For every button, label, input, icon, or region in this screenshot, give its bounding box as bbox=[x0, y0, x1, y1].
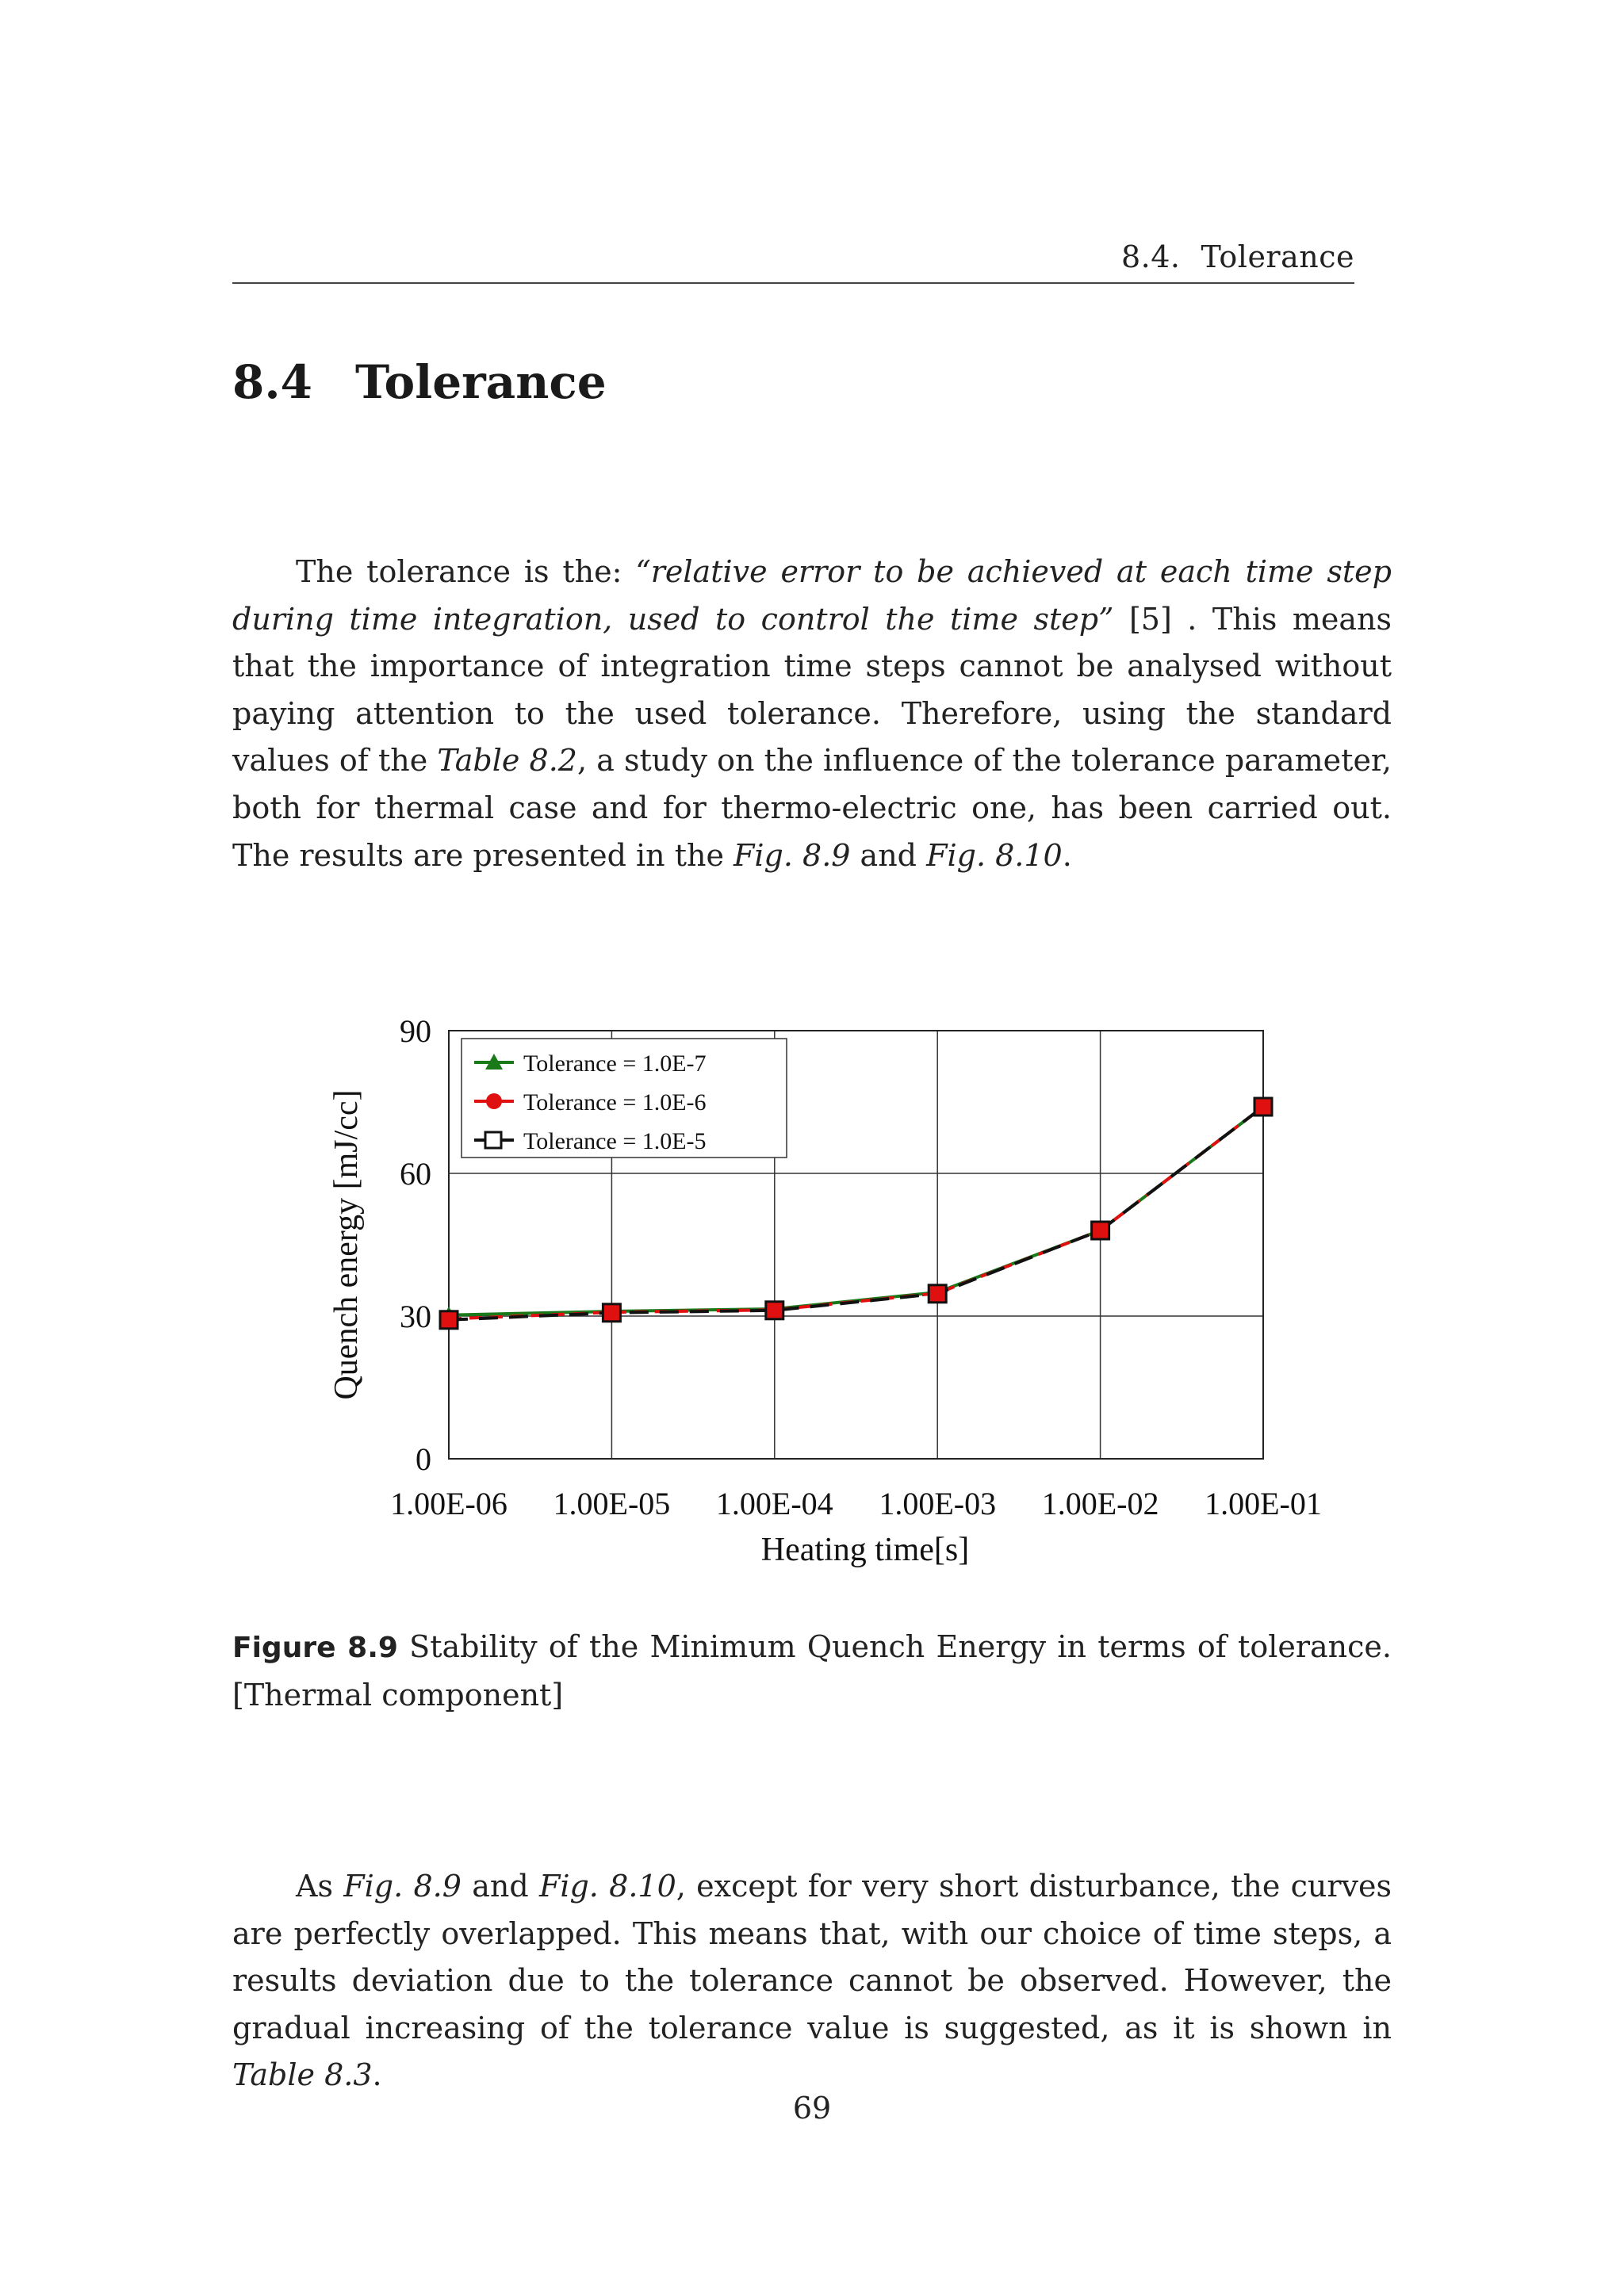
legend-label: Tolerance = 1.0E-7 bbox=[523, 1050, 707, 1077]
x-tick-label: 1.00E-05 bbox=[553, 1486, 671, 1521]
quoted-definition: “relative error to be achieved at each time step during time integration, used to control the time step” bbox=[232, 554, 1392, 637]
table-reference[interactable]: Table 8.2 bbox=[437, 743, 577, 779]
text-run: , except for very short disturbance, the curves are perfectly overlapped. This means that, with our choice of time steps, a results deviation due to the tolerance cannot be observed. However, the gradual increasing of the tolerance value is suggested, as it is shown in bbox=[232, 1869, 1392, 2045]
figure-reference[interactable]: Fig. 8.10 bbox=[926, 837, 1063, 873]
text-run: , a study on the influence of the tolerance parameter, both for thermal case and for thermo-electric one, has been carried out. The results are presented in the bbox=[232, 743, 1392, 873]
y-tick-labels bbox=[400, 1013, 431, 1477]
x-tick-label: 1.00E-01 bbox=[1205, 1486, 1322, 1521]
data-point-marker bbox=[766, 1302, 783, 1319]
section-heading bbox=[232, 355, 607, 409]
figure-reference[interactable]: Fig. 8.9 bbox=[343, 1869, 462, 1904]
data-point-marker bbox=[603, 1304, 620, 1322]
x-tick-label: 1.00E-04 bbox=[715, 1486, 833, 1521]
table-reference[interactable]: Table 8.3 bbox=[232, 2057, 373, 2093]
caption-text: Stability of the Minimum Quench Energy in terms of tolerance. [Thermal component] bbox=[232, 1629, 1392, 1712]
running-head-number: 8.4. bbox=[1121, 239, 1181, 274]
data-point-marker bbox=[440, 1311, 458, 1329]
data-point-marker bbox=[486, 1093, 502, 1109]
chart-legend bbox=[462, 1039, 787, 1158]
text-run: . bbox=[1062, 837, 1072, 873]
data-point-marker bbox=[1092, 1222, 1109, 1239]
y-tick-label: 90 bbox=[400, 1013, 431, 1049]
data-point-marker bbox=[1254, 1098, 1272, 1115]
x-tick-label: 1.00E-03 bbox=[879, 1486, 997, 1521]
x-tick-label: 1.00E-02 bbox=[1041, 1486, 1159, 1521]
text-run: . bbox=[372, 2057, 382, 2093]
paragraph-intro bbox=[232, 549, 1392, 879]
running-head-title: Tolerance bbox=[1201, 239, 1354, 274]
legend-swatch-marker bbox=[485, 1132, 501, 1148]
y-tick-label: 0 bbox=[416, 1441, 431, 1477]
running-head bbox=[232, 239, 1354, 274]
y-axis-label: Quench energy [mJ/cc] bbox=[328, 1089, 365, 1400]
text-run: and bbox=[461, 1869, 539, 1904]
text-run: and bbox=[850, 837, 927, 873]
section-number: 8.4 bbox=[232, 355, 312, 409]
x-tick-label: 1.00E-06 bbox=[390, 1486, 508, 1521]
x-tick-labels bbox=[390, 1486, 1322, 1521]
quench-energy-chart bbox=[301, 999, 1348, 1594]
legend-label: Tolerance = 1.0E-5 bbox=[523, 1128, 707, 1154]
paragraph-discussion bbox=[232, 1863, 1392, 2099]
page-number: 69 bbox=[792, 2091, 832, 2126]
section-title: Tolerance bbox=[355, 355, 607, 409]
x-axis-label: Heating time[s] bbox=[760, 1532, 970, 1568]
y-tick-label: 60 bbox=[400, 1156, 431, 1192]
y-tick-label: 30 bbox=[400, 1299, 431, 1334]
figure-caption bbox=[232, 1624, 1392, 1719]
figure-reference[interactable]: Fig. 8.9 bbox=[733, 837, 851, 873]
legend-label: Tolerance = 1.0E-6 bbox=[523, 1089, 707, 1115]
figure-label: Figure 8.9 bbox=[232, 1632, 398, 1664]
header-rule bbox=[232, 282, 1354, 284]
figure-reference[interactable]: Fig. 8.10 bbox=[538, 1869, 676, 1904]
figure-8-9 bbox=[301, 999, 1348, 1594]
text-run: [5] . This means that the importance of integration time steps cannot be analysed without paying attention to the used tolerance. Therefore, using the standard values of the bbox=[232, 601, 1392, 779]
text-run: The tolerance is the: bbox=[296, 554, 636, 589]
data-point-marker bbox=[929, 1285, 946, 1303]
text-run: As bbox=[296, 1869, 344, 1904]
